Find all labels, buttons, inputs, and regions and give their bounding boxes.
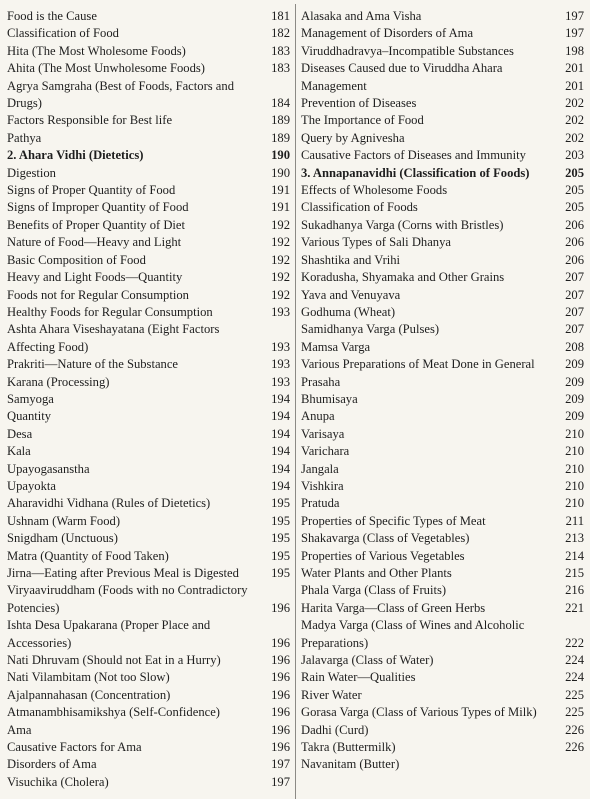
toc-entry [7,304,290,321]
toc-entry-page-number: 225 [565,687,584,702]
toc-entry [301,217,584,234]
toc-entry-page-number: 213 [565,531,584,546]
toc-section-heading [7,147,290,164]
toc-entry-page-number: 183 [271,61,290,76]
toc-entry [7,530,290,547]
toc-entry-page-number: 196 [271,635,290,650]
toc-entry-title: Bhumisaya [301,391,358,406]
toc-entry-page-number: 195 [271,548,290,563]
toc-entry [301,25,584,42]
toc-entry [7,461,290,478]
toc-entry-page-number: 222 [565,635,584,650]
toc-entry-page-number: 183 [271,43,290,58]
toc-entry-page-number: 206 [565,235,584,250]
toc-entry-title: Rain Water—Qualities [301,670,416,685]
toc-entry-page-number: 209 [565,357,584,372]
toc-entry [7,217,290,234]
toc-entry [7,513,290,530]
toc-entry-title: Various Preparations of Meat Done in General [301,357,535,372]
toc-entry [7,391,290,408]
toc-entry-title: Foods not for Regular Consumption [7,287,189,302]
toc-entry [7,426,290,443]
toc-entry-title: Management of Disorders of Ama [301,26,474,41]
toc-entry-title: Kala [7,444,31,459]
toc-entry [301,304,584,321]
toc-entry [301,252,584,269]
toc-entry [301,287,584,304]
toc-entry-title: Takra (Buttermilk) [301,740,396,755]
toc-entry-page-number: 214 [565,548,584,563]
toc-entry-page-number: 210 [565,444,584,459]
toc-entry-title: Diseases Caused due to Viruddha Ahara [301,61,503,76]
toc-entry [7,60,290,77]
toc-entry [301,617,584,652]
toc-entry [7,321,290,356]
toc-entry-title: Vishkira [301,478,344,493]
toc-entry-page-number: 202 [565,113,584,128]
toc-entry-title: Jalavarga (Class of Water) [301,653,434,668]
toc-entry-page-number: 184 [271,96,290,111]
toc-entry-title: Sukadhanya Varga (Corns with Bristles) [301,217,504,232]
toc-entry-title: Query by Agnivesha [301,130,405,145]
toc-entry-page-number: 216 [565,583,584,598]
toc-entry [7,112,290,129]
toc-entry-title: Nati Vilambitam (Not too Slow) [7,670,170,685]
toc-entry [301,722,584,739]
toc-entry-page-number: 202 [565,130,584,145]
toc-entry [7,199,290,216]
toc-entry-title: Alasaka and Ama Visha [301,9,422,23]
toc-entry [301,356,584,373]
toc-entry-page-number: 195 [271,513,290,528]
toc-entry [301,95,584,112]
toc-entry-page-number: 197 [271,757,290,772]
toc-entry-page-number: 190 [271,165,290,180]
toc-entry [301,461,584,478]
toc-entry-title: Navanitam (Butter) [301,757,400,772]
toc-entry-title: Varisaya [301,426,345,441]
toc-entry-title: Causative Factors for Ama [7,740,142,755]
toc-entry-title: Jangala [301,461,339,476]
toc-entry-title: Jirna—Eating after Previous Meal is Digested [7,566,239,580]
toc-entry-title: Viryaaviruddham (Foods with no Contradictory Potencies) [7,583,248,615]
toc-entry [7,408,290,425]
toc-entry-title: Digestion [7,165,56,180]
toc-entry-title: River Water [301,687,362,702]
toc-entry [301,687,584,704]
toc-entry-title: Karana (Processing) [7,374,110,389]
toc-entry [7,565,290,582]
toc-entry [7,130,290,147]
toc-entry [7,478,290,495]
toc-entry-title: Ahita (The Most Unwholesome Foods) [7,61,205,76]
toc-entry [301,374,584,391]
toc-entry [301,130,584,147]
toc-entry-title: Agrya Samgraha (Best of Foods, Factors and Drugs) [7,78,234,111]
toc-entry [301,756,584,773]
toc-entry [7,687,290,704]
toc-entry-page-number: 211 [565,513,584,528]
toc-entry-page-number: 205 [565,165,584,180]
column-divider [295,4,296,799]
toc-entry-title: Ishta Desa Upakarana (Proper Place and Accessories) [7,618,211,650]
toc-entry [7,652,290,669]
toc-entry-title: Prasaha [301,374,341,389]
toc-entry [301,495,584,512]
toc-entry [7,374,290,391]
toc-entry-page-number: 197 [565,26,584,41]
toc-entry-page-number: 196 [271,600,290,615]
toc-entry-page-number: 215 [565,566,584,580]
toc-entry [7,722,290,739]
toc-entry-page-number: 203 [565,148,584,163]
toc-entry [301,530,584,547]
toc-entry [301,391,584,408]
toc-entry-page-number: 192 [271,270,290,285]
toc-entry [7,78,290,113]
toc-entry-title: Matra (Quantity of Food Taken) [7,548,169,563]
toc-entry [7,756,290,773]
toc-entry-page-number: 196 [271,705,290,720]
toc-entry [301,269,584,286]
toc-entry-title: Upayogasanstha [7,461,90,476]
toc-entry-page-number: 224 [565,670,584,685]
toc-entry [301,78,584,95]
toc-entry-page-number: 196 [271,722,290,737]
toc-entry-page-number: 194 [271,444,290,459]
toc-entry-title: Samyoga [7,391,54,406]
toc-entry [301,513,584,530]
toc-entry-page-number: 202 [565,96,584,111]
toc-entry-title: Factors Responsible for Best life [7,113,173,128]
toc-entry-title: Quantity [7,409,52,424]
toc-entry-title: Benefits of Proper Quantity of Diet [7,217,186,232]
toc-entry-page-number: 194 [271,409,290,424]
toc-entry [7,774,290,791]
toc-entry-page-number: 205 [565,200,584,215]
toc-entry-page-number: 205 [565,183,584,198]
toc-section-heading [301,165,584,182]
toc-entry [301,739,584,756]
toc-entry-title: Desa [7,426,33,441]
toc-entry-page-number: 192 [271,217,290,232]
toc-entry-title: Phala Varga (Class of Fruits) [301,583,447,598]
toc-entry [301,704,584,721]
toc-entry [301,478,584,495]
toc-entry-page-number: 196 [271,687,290,702]
toc-entry-title: Hita (The Most Wholesome Foods) [7,43,186,58]
toc-entry-page-number: 195 [271,566,290,580]
toc-entry-page-number: 226 [565,722,584,737]
toc-entry [7,548,290,565]
toc-entry [7,43,290,60]
toc-entry [301,408,584,425]
toc-entry-title: Yava and Venuyava [301,287,401,302]
toc-entry [301,321,584,338]
toc-entry-page-number: 210 [565,461,584,476]
toc-entry-page-number: 198 [565,43,584,58]
toc-entry-title: Godhuma (Wheat) [301,304,396,319]
toc-entry [7,582,290,617]
toc-entry-page-number: 189 [271,130,290,145]
toc-entry [7,443,290,460]
toc-entry-title: Heavy and Light Foods—Quantity [7,270,183,285]
toc-entry-page-number: 206 [565,217,584,232]
toc-entry [7,617,290,652]
toc-entry-title: Prevention of Diseases [301,96,417,111]
toc-entry-title: Healthy Foods for Regular Consumption [7,304,213,319]
toc-entry-page-number: 209 [565,374,584,389]
toc-entry [301,426,584,443]
toc-entry-page-number: 194 [271,391,290,406]
toc-entry-title: Properties of Specific Types of Meat [301,513,486,528]
toc-entry-page-number: 182 [271,26,290,41]
toc-entry [301,600,584,617]
toc-entry-page-number: 224 [565,653,584,668]
toc-entry [301,8,584,25]
toc-entry-title: Classification of Foods [301,200,418,215]
toc-entry-title: Management [301,78,367,93]
toc-entry-page-number: 197 [565,9,584,23]
toc-entry-title: The Importance of Food [301,113,424,128]
toc-entry [301,443,584,460]
toc-entry-title: Water Plants and Other Plants [301,566,452,580]
toc-entry [7,25,290,42]
toc-entry [301,652,584,669]
toc-entry-title: Basic Composition of Food [7,252,146,267]
toc-entry-title: Upayokta [7,478,56,493]
toc-entry-page-number: 208 [565,339,584,354]
toc-entry-title: Disorders of Ama [7,757,97,772]
toc-entry-page-number: 201 [565,78,584,93]
toc-entry-title: Samidhanya Varga (Pulses) [301,322,440,337]
toc-entry [301,548,584,565]
toc-entry-title: Pratuda [301,496,340,511]
toc-entry-title: Causative Factors of Diseases and Immunity [301,148,526,163]
toc-entry-title: Mamsa Varga [301,339,371,354]
toc-left-column [7,8,290,798]
toc-entry-title: 2. Ahara Vidhi (Dietetics) [7,148,144,163]
toc-entry-page-number: 207 [565,287,584,302]
toc-entry-page-number: 210 [565,426,584,441]
toc-entry-title: Visuchika (Cholera) [7,774,109,789]
toc-entry-title: Properties of Various Vegetables [301,548,465,563]
toc-entry-title: Pathya [7,130,42,145]
toc-entry-title: Food is the Cause [7,9,97,23]
toc-entry-page-number: 191 [271,200,290,215]
toc-entry [301,182,584,199]
toc-entry [7,269,290,286]
toc-entry [301,199,584,216]
toc-entry-page-number: 196 [271,740,290,755]
toc-entry [7,252,290,269]
toc-entry-title: Ama [7,722,32,737]
toc-entry-page-number: 209 [565,391,584,406]
toc-entry-title: Varichara [301,444,350,459]
toc-entry [301,565,584,582]
toc-entry-page-number: 194 [271,478,290,493]
toc-entry-page-number: 196 [271,670,290,685]
toc-entry-page-number: 190 [271,148,290,163]
toc-entry-page-number: 192 [271,235,290,250]
toc-entry [7,669,290,686]
toc-entry-page-number: 210 [565,496,584,511]
toc-entry-page-number: 193 [271,304,290,319]
toc-entry-title: Harita Varga—Class of Green Herbs [301,600,486,615]
toc-entry-title: Ajalpannahasan (Concentration) [7,687,171,702]
toc-entry-title: Anupa [301,409,335,424]
toc-entry [7,234,290,251]
toc-entry-page-number: 193 [271,357,290,372]
toc-entry-title: 3. Annapanavidhi (Classification of Foods) [301,165,530,180]
toc-entry-page-number: 193 [271,374,290,389]
toc-right-column [301,8,584,798]
toc-entry-title: Dadhi (Curd) [301,722,369,737]
toc-entry [301,147,584,164]
toc-entry-page-number: 206 [565,252,584,267]
toc-entry [301,112,584,129]
toc-entry [301,582,584,599]
toc-entry [7,704,290,721]
toc-entry [301,60,584,77]
toc-entry-title: Gorasa Varga (Class of Various Types of Milk) [301,705,537,720]
toc-entry [7,165,290,182]
toc-entry-title: Viruddhadravya–Incompatible Substances [301,43,514,58]
toc-entry-page-number: 207 [565,304,584,319]
toc-entry [7,8,290,25]
toc-entry-page-number: 195 [271,496,290,511]
toc-entry-page-number: 195 [271,531,290,546]
toc-entry-title: Effects of Wholesome Foods [301,183,448,198]
toc-entry-title: Prakriti—Nature of the Substance [7,357,179,372]
toc-entry-page-number: 201 [565,61,584,76]
toc-entry-title: Koradusha, Shyamaka and Other Grains [301,270,505,285]
toc-entry [301,234,584,251]
toc-entry-page-number: 193 [271,339,290,354]
toc-entry-title: Ashta Ahara Viseshayatana (Eight Factors Affecting Food) [7,322,220,354]
toc-entry [7,287,290,304]
toc-entry-page-number: 194 [271,426,290,441]
toc-entry-page-number: 192 [271,252,290,267]
toc-entry-title: Ushnam (Warm Food) [7,513,121,528]
toc-entry-page-number: 197 [271,774,290,789]
toc-entry-title: Nature of Food—Heavy and Light [7,235,182,250]
toc-entry-page-number: 191 [271,183,290,198]
toc-entry [301,339,584,356]
toc-entry-title: Aharavidhi Vidhana (Rules of Dietetics) [7,496,211,511]
toc-entry-page-number: 226 [565,740,584,755]
toc-entry-page-number: 225 [565,705,584,720]
toc-entry [301,669,584,686]
toc-entry [7,739,290,756]
toc-entry [7,495,290,512]
toc-entry-page-number: 209 [565,409,584,424]
toc-entry-title: Classification of Food [7,26,119,41]
toc-entry-page-number: 192 [271,287,290,302]
toc-entry-page-number: 207 [565,322,584,337]
toc-entry-title: Madya Varga (Class of Wines and Alcoholic Preparations) [301,618,525,650]
toc-entry-title: Signs of Improper Quantity of Food [7,200,189,215]
toc-entry-title: Nati Dhruvam (Should not Eat in a Hurry) [7,653,221,668]
toc-entry-title: Shakavarga (Class of Vegetables) [301,531,470,546]
toc-entry-page-number: 189 [271,113,290,128]
toc-entry-page-number: 181 [271,9,290,23]
toc-entry-title: Snigdham (Unctuous) [7,531,118,546]
toc-entry-page-number: 221 [565,600,584,615]
toc-entry-title: Various Types of Sali Dhanya [301,235,451,250]
toc-entry-page-number: 194 [271,461,290,476]
toc-entry-page-number: 210 [565,478,584,493]
toc-entry-title: Signs of Proper Quantity of Food [7,183,176,198]
toc-entry-page-number: 207 [565,270,584,285]
toc-entry [7,356,290,373]
toc-entry-title: Atmanambhisamikshya (Self-Confidence) [7,705,220,720]
toc-entry-title: Shashtika and Vrihi [301,252,401,267]
toc-entry-page-number: 196 [271,653,290,668]
toc-entry [7,182,290,199]
toc-entry [301,43,584,60]
